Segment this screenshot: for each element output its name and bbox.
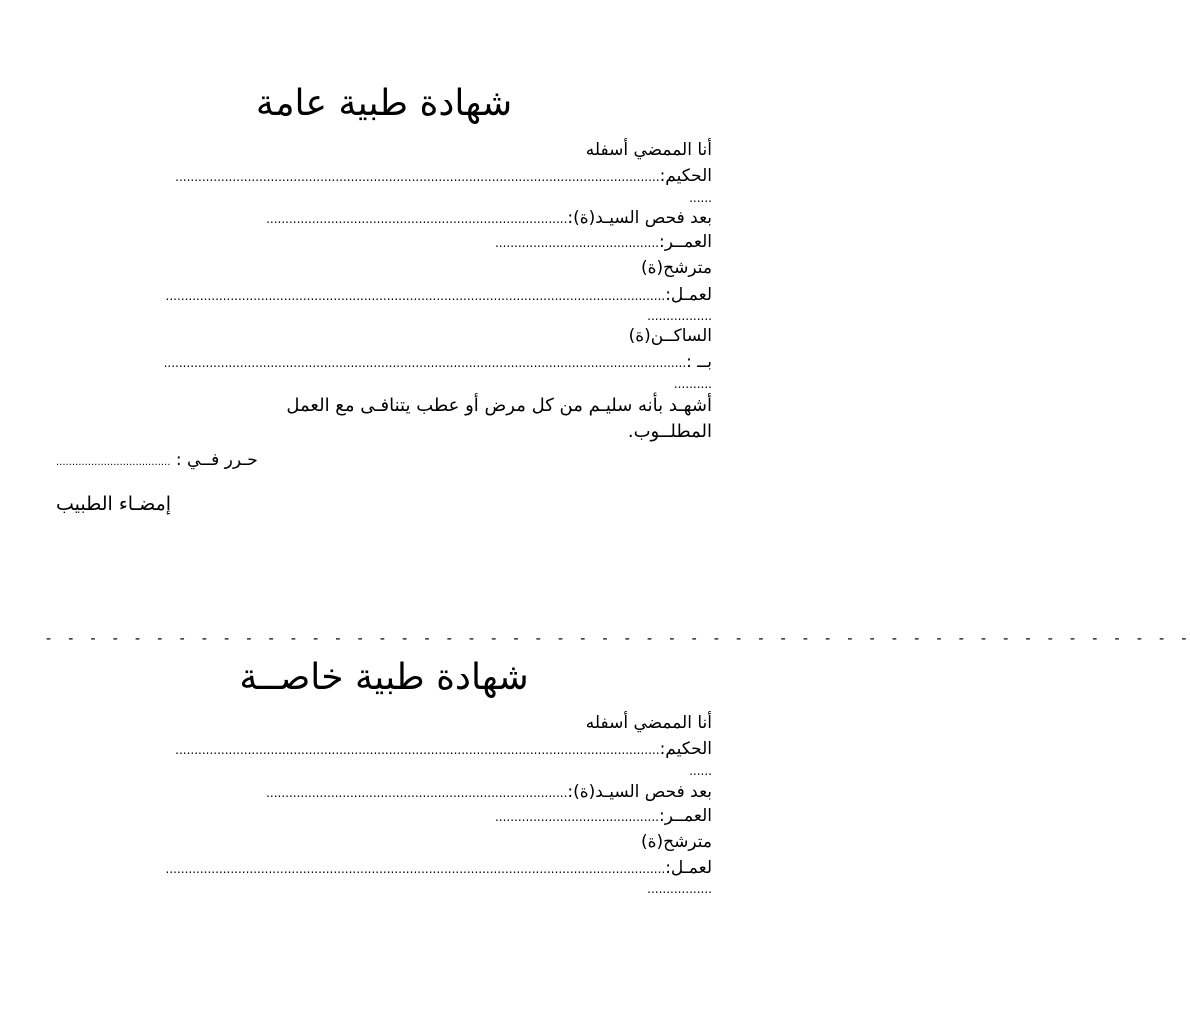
cert2-title: شهادة طبية خاصــة: [239, 657, 529, 698]
cert1-doctor-line: [56, 164, 712, 189]
cert1-attest-line1: أشهـد بأنه سليـم من كل مرض أو عطب يتنافـى مع العمل: [286, 395, 712, 416]
cert1-work-line: [56, 283, 712, 308]
cert1-exam-line: [266, 206, 712, 231]
cert1-title: شهادة طبية عامة: [255, 83, 513, 124]
cert1-at-dots: .........................................................................................................................................: [163, 356, 687, 370]
cert1-at-label: بــ :: [686, 352, 712, 372]
cert1-work-label: لعمـل:: [665, 285, 712, 305]
cert2-work-dots: ...................................................................................................................................: [165, 862, 666, 876]
cert1-doctor-label: الحكيم:: [659, 166, 712, 186]
cert2-work-line: [56, 856, 712, 881]
cert2-signer-intro: أنا الممضي أسفله: [585, 713, 712, 733]
cert1-attest-line2: المطلــوب.: [627, 421, 712, 442]
cert1-age-label: العمــر:: [658, 232, 712, 252]
cert2-work-dots-overflow: .................: [647, 882, 712, 896]
cert1-at-dots-overflow: ..........: [673, 377, 712, 391]
cert2-work-label: لعمـل:: [665, 858, 712, 878]
cert2-exam-dots: ...............................................................................: [266, 786, 568, 800]
cert1-resident-label: الساكــن(ة): [628, 326, 712, 346]
cert1-issued-line: [56, 448, 258, 475]
cert1-doctor-dots: ...............................................................................................................................: [175, 170, 660, 184]
cert2-doctor-dots-overflow: ......: [689, 764, 712, 778]
cert1-signer-intro: أنا الممضي أسفله: [585, 140, 712, 160]
cert2-doctor-label: الحكيم:: [659, 739, 712, 759]
cert2-doctor-dots: ...............................................................................................................................: [175, 743, 660, 757]
cert2-exam-label: بعد فحص السيـد(ة):: [567, 782, 712, 802]
cert1-work-dots: ...................................................................................................................................: [165, 289, 666, 303]
cert1-issued-label: : حـرر فــي: [170, 450, 258, 470]
cert2-age-label: العمــر:: [658, 806, 712, 826]
cert1-at-line: [56, 350, 712, 375]
cert2-candidate-label: مترشح(ة): [640, 832, 712, 852]
cert2-doctor-line: [56, 737, 712, 762]
cert1-age-line: [495, 230, 712, 255]
cert2-age-dots: ...........................................: [494, 810, 659, 824]
cert1-age-dots: ...........................................: [494, 236, 659, 250]
cert1-work-dots-overflow: .................: [647, 309, 712, 323]
cert2-exam-line: [266, 780, 712, 805]
cert1-exam-dots: ...............................................................................: [266, 212, 568, 226]
cut-separator: - - - - - - - - - - - - - - - - - - - - - - - - - - - - - - - - - - - - - - - - - - - - - - - - - - - -: [44, 629, 1190, 647]
cert2-age-line: [495, 804, 712, 829]
cert1-signature-label: إمضـاء الطبيب: [56, 493, 172, 515]
cert1-issued-dots: ....................................: [56, 457, 171, 468]
cert1-candidate-label: مترشح(ة): [640, 258, 712, 278]
cert1-exam-label: بعد فحص السيـد(ة):: [567, 208, 712, 228]
cert1-doctor-dots-overflow: ......: [689, 191, 712, 205]
